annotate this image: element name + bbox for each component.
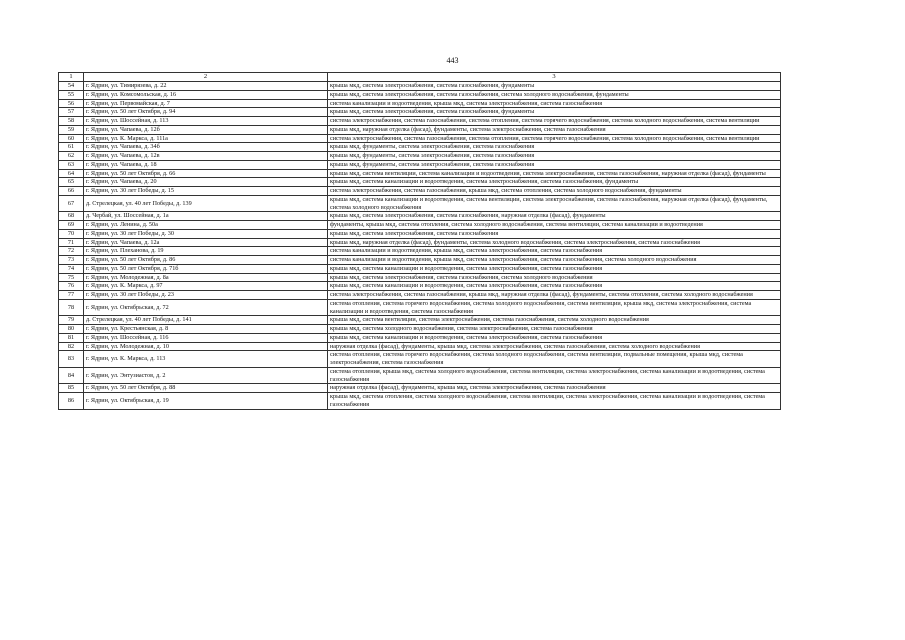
address-cell: г. Ядрин, ул. Молодежная, д. 10 — [84, 342, 328, 351]
row-number-cell: 61 — [59, 143, 84, 152]
table-row — [59, 108, 781, 117]
address-cell: г. Ядрин, ул. Шоссейная, д. 113 — [84, 117, 328, 126]
elements-cell: система отопления, система горячего водоснабжения, система холодного водоснабжения, система вентиляции, крыша мкд, система электроснабжения, система канализации и водоотведения, система газоснабжения — [328, 299, 781, 316]
row-number-cell: 81 — [59, 333, 84, 342]
address-cell: г. Ядрин, ул. 50 лет Октября, д. 94 — [84, 108, 328, 117]
address-cell: д. Стрелецкая, ул. 40 лет Победы, д. 139 — [84, 195, 328, 212]
table-row — [59, 282, 781, 291]
elements-cell: система электроснабжения, система газоснабжения, крыша мкд, система отопления, система холодного водоснабжения, фундаменты — [328, 187, 781, 196]
address-cell: г. Ядрин, ул. Крестьянская, д. 8 — [84, 325, 328, 334]
address-cell: г. Ядрин, ул. Чапаева, д. 12а — [84, 238, 328, 247]
row-number-cell: 63 — [59, 160, 84, 169]
elements-cell: крыша мкд, система канализации и водоотведения, система вентиляции, система электроснабжения, система газоснабжения, наружная отделка (фасад), фундаменты, система холодного водоснабжения — [328, 195, 781, 212]
address-cell: г. Ядрин, ул. 30 лет Победы, д. 15 — [84, 187, 328, 196]
address-cell: г. Ядрин, ул. 30 лет Победы, д. 23 — [84, 291, 328, 300]
table-row — [59, 264, 781, 273]
elements-cell: крыша мкд, система электроснабжения, система газоснабжения, наружная отделка (фасад), фундаменты — [328, 212, 781, 221]
table-row — [59, 291, 781, 300]
elements-cell: фундаменты, крыша мкд, система отопления, система холодного водоснабжения, система вентиляции, система канализации и водоотведения — [328, 221, 781, 230]
row-number-cell: 77 — [59, 291, 84, 300]
address-cell: г. Ядрин, ул. Плеханова, д. 19 — [84, 247, 328, 256]
address-cell: г. Ядрин, ул. К. Маркса, д. 113 — [84, 351, 328, 368]
row-number-cell: 55 — [59, 90, 84, 99]
address-cell: г. Ядрин, ул. 50 лет Октября, д. 86 — [84, 256, 328, 265]
address-cell: г. Ядрин, ул. Чапаева, д. 12б — [84, 125, 328, 134]
row-number-cell: 86 — [59, 393, 84, 410]
elements-cell: система электроснабжения, система газоснабжения, система отопления, система горячего водоснабжения, система холодного водоснабжения, система вентиляции — [328, 134, 781, 143]
row-number-cell: 62 — [59, 152, 84, 161]
table-row — [59, 143, 781, 152]
row-number-cell: 75 — [59, 273, 84, 282]
row-number-cell: 74 — [59, 264, 84, 273]
row-number-cell: 69 — [59, 221, 84, 230]
address-cell: д. Стрелецкая, ул. 40 лет Победы, д. 141 — [84, 316, 328, 325]
elements-cell: наружная отделка (фасад), фундаменты, крыша мкд, система электроснабжения, система газоснабжения, система холодного водоснабжения — [328, 342, 781, 351]
table-row — [59, 273, 781, 282]
table-row — [59, 367, 781, 384]
elements-cell: крыша мкд, фундаменты, система электроснабжения, система газоснабжения — [328, 160, 781, 169]
address-cell: д. Чербай, ул. Шоссейная, д. 1а — [84, 212, 328, 221]
address-cell: г. Ядрин, ул. 50 лет Октября, д. 88 — [84, 384, 328, 393]
table-row — [59, 117, 781, 126]
address-cell: г. Ядрин, ул. К. Маркса, д. 111а — [84, 134, 328, 143]
elements-cell: крыша мкд, система канализации и водоотведения, система электроснабжения, система газоснабжения — [328, 333, 781, 342]
table-row — [59, 333, 781, 342]
address-cell: г. Ядрин, ул. 50 лет Октября, д. 66 — [84, 169, 328, 178]
table-row — [59, 134, 781, 143]
elements-cell: система канализации и водоотведения, крыша мкд, система электроснабжения, система газоснабжения — [328, 247, 781, 256]
elements-cell: система электроснабжения, система газоснабжения, система отопления, система горячего водоснабжения, система холодного водоснабжения, система вентиляции — [328, 117, 781, 126]
elements-cell: крыша мкд, наружная отделка (фасад), фундаменты, система электроснабжения, система газоснабжения — [328, 125, 781, 134]
elements-cell: крыша мкд, система электроснабжения, система газоснабжения, система холодного водоснабжения, фундаменты — [328, 90, 781, 99]
header-cell-address: 2 — [84, 73, 328, 82]
address-cell: г. Ядрин, ул. Чапаева, д. 12в — [84, 152, 328, 161]
elements-cell: крыша мкд, система электроснабжения, система газоснабжения — [328, 229, 781, 238]
elements-cell: крыша мкд, система канализации и водоотведения, система электроснабжения, система газоснабжения — [328, 264, 781, 273]
address-cell: г. Ядрин, ул. 50 лет Октября, д. 71б — [84, 264, 328, 273]
table-row — [59, 256, 781, 265]
elements-cell: система отопления, система горячего водоснабжения, система холодного водоснабжения, система вентиляции, подвальные помещения, крыша мкд, система электроснабжения, система газоснабжения — [328, 351, 781, 368]
row-number-cell: 71 — [59, 238, 84, 247]
table-row — [59, 90, 781, 99]
elements-cell: крыша мкд, система электроснабжения, система газоснабжения, система холодного водоснабжения — [328, 273, 781, 282]
row-number-cell: 85 — [59, 384, 84, 393]
elements-cell: крыша мкд, система электроснабжения, система газоснабжения, фундаменты — [328, 108, 781, 117]
elements-cell: крыша мкд, фундаменты, система электроснабжения, система газоснабжения — [328, 143, 781, 152]
row-number-cell: 78 — [59, 299, 84, 316]
table-row — [59, 160, 781, 169]
table-row — [59, 221, 781, 230]
elements-cell: система канализации и водоотведения, крыша мкд, система электроснабжения, система газоснабжения — [328, 99, 781, 108]
row-number-cell: 79 — [59, 316, 84, 325]
table-row — [59, 299, 781, 316]
address-cell: г. Ядрин, ул. Чапаева, д. 34б — [84, 143, 328, 152]
table-row — [59, 82, 781, 91]
address-cell: г. Ядрин, ул. Комсомольская, д. 16 — [84, 90, 328, 99]
table-row — [59, 238, 781, 247]
elements-cell: система электроснабжения, система газоснабжения, крыша мкд, наружная отделка (фасад), фундаменты, система отопления, система холодного водоснабжения — [328, 291, 781, 300]
address-cell: г. Ядрин, ул. Чапаева, д. 18 — [84, 160, 328, 169]
table-row — [59, 125, 781, 134]
table-row — [59, 316, 781, 325]
header-cell-elements: 3 — [328, 73, 781, 82]
row-number-cell: 57 — [59, 108, 84, 117]
row-number-cell: 76 — [59, 282, 84, 291]
row-number-cell: 60 — [59, 134, 84, 143]
elements-cell: система канализации и водоотведения, крыша мкд, система электроснабжения, система газоснабжения, система холодного водоснабжения — [328, 256, 781, 265]
table-row — [59, 229, 781, 238]
address-cell: г. Ядрин, ул. Октябрьская, д. 72 — [84, 299, 328, 316]
row-number-cell: 82 — [59, 342, 84, 351]
table-row — [59, 212, 781, 221]
page-number: 443 — [446, 56, 459, 65]
address-cell: г. Ядрин, ул. Энтузиастов, д. 2 — [84, 367, 328, 384]
elements-cell: наружная отделка (фасад), фундаменты, крыша мкд, система электроснабжения, система газоснабжения — [328, 384, 781, 393]
elements-cell: система отопления, крыша мкд, система холодного водоснабжения, система вентиляции, система электроснабжения, система канализации и водоотведения, система газоснабжения — [328, 367, 781, 384]
row-number-cell: 58 — [59, 117, 84, 126]
address-cell: г. Ядрин, ул. Первомайская, д. 7 — [84, 99, 328, 108]
address-cell: г. Ядрин, ул. Чапаева, д. 20 — [84, 178, 328, 187]
row-number-cell: 73 — [59, 256, 84, 265]
table-row — [59, 152, 781, 161]
address-cell: г. Ядрин, ул. Шоссейная, д. 116 — [84, 333, 328, 342]
address-cell: г. Ядрин, ул. 30 лет Победы, д. 30 — [84, 229, 328, 238]
table-row — [59, 393, 781, 410]
elements-cell: крыша мкд, система холодного водоснабжения, система электроснабжения, система газоснабжения — [328, 325, 781, 334]
address-cell: г. Ядрин, ул. Ленина, д. 50а — [84, 221, 328, 230]
elements-cell: крыша мкд, фундаменты, система электроснабжения, система газоснабжения — [328, 152, 781, 161]
elements-cell: крыша мкд, система канализации и водоотведения, система электроснабжения, система газоснабжения — [328, 282, 781, 291]
row-number-cell: 64 — [59, 169, 84, 178]
table-row — [59, 342, 781, 351]
address-cell: г. Ядрин, ул. Тимирязева, д. 22 — [84, 82, 328, 91]
elements-cell: крыша мкд, наружная отделка (фасад), фундаменты, система холодного водоснабжения, система электроснабжения, система газоснабжения — [328, 238, 781, 247]
row-number-cell: 59 — [59, 125, 84, 134]
table-row — [59, 99, 781, 108]
elements-cell: крыша мкд, система вентиляции, система электроснабжения, система газоснабжения, система холодного водоснабжения — [328, 316, 781, 325]
table-row — [59, 169, 781, 178]
header-cell-number: 1 — [59, 73, 84, 82]
table-header-row — [59, 73, 781, 82]
table-row — [59, 325, 781, 334]
address-cell: г. Ядрин, ул. Октябрьская, д. 19 — [84, 393, 328, 410]
row-number-cell: 68 — [59, 212, 84, 221]
row-number-cell: 54 — [59, 82, 84, 91]
row-number-cell: 72 — [59, 247, 84, 256]
table-row — [59, 187, 781, 196]
row-number-cell: 84 — [59, 367, 84, 384]
row-number-cell: 83 — [59, 351, 84, 368]
buildings-table — [58, 72, 781, 410]
table-row — [59, 351, 781, 368]
row-number-cell: 80 — [59, 325, 84, 334]
row-number-cell: 70 — [59, 229, 84, 238]
row-number-cell: 65 — [59, 178, 84, 187]
table-row — [59, 384, 781, 393]
address-cell: г. Ядрин, ул. Молодежная, д. 8а — [84, 273, 328, 282]
table-row — [59, 178, 781, 187]
table-row — [59, 195, 781, 212]
row-number-cell: 66 — [59, 187, 84, 196]
table-row — [59, 247, 781, 256]
elements-cell: крыша мкд, система вентиляции, система канализации и водоотведения, система электроснабжения, система газоснабжения, наружная отделка (фасад), фундаменты — [328, 169, 781, 178]
row-number-cell: 67 — [59, 195, 84, 212]
address-cell: г. Ядрин, ул. К. Маркса, д. 97 — [84, 282, 328, 291]
elements-cell: крыша мкд, система отопления, система холодного водоснабжения, система вентиляции, система электроснабжения, система канализации и водоотведения, система газоснабжения — [328, 393, 781, 410]
elements-cell: крыша мкд, система канализации и водоотведения, система электроснабжения, система газоснабжения, фундаменты — [328, 178, 781, 187]
row-number-cell: 56 — [59, 99, 84, 108]
elements-cell: крыша мкд, система электроснабжения, система газоснабжения, фундаменты — [328, 82, 781, 91]
